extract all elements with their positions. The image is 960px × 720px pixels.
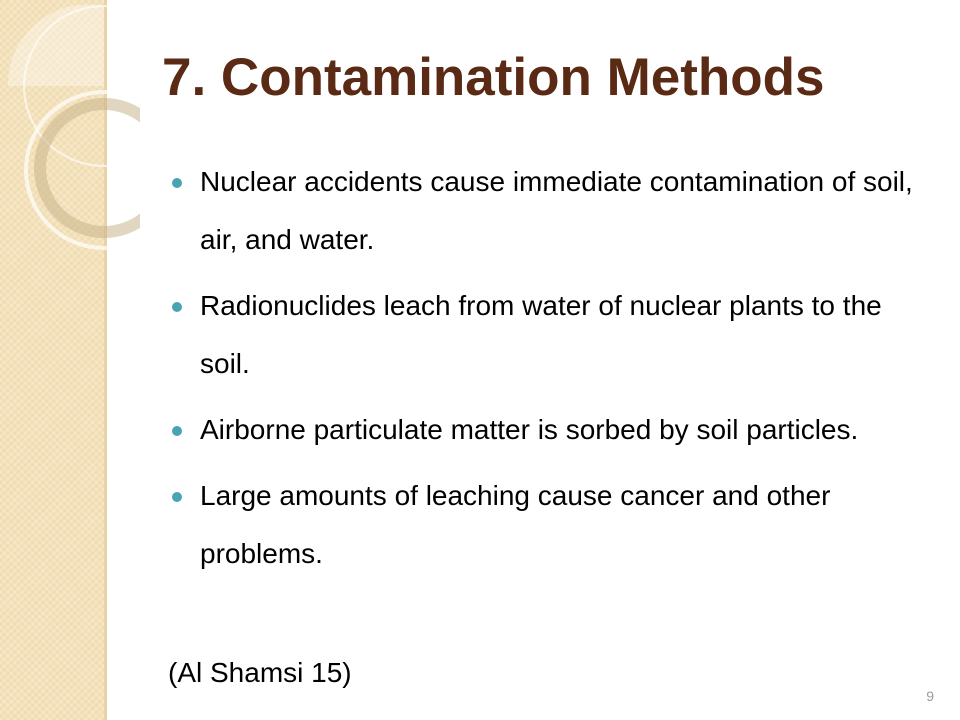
bullet-text: Radionuclides leach from water of nuclear plants to the soil. [200,290,882,379]
bullet-item [168,401,938,459]
bullet-marker-icon [172,426,182,436]
bullet-list [168,153,938,591]
decorative-rings-icon [0,0,140,260]
bullet-marker-icon [172,492,182,502]
slide-title: 7. Contamination Methods [162,48,825,107]
bullet-marker-icon [172,178,182,188]
slide-number: 9 [926,688,934,704]
citation: (Al Shamsi 15) [168,657,352,688]
bullet-text: Airborne particulate matter is sorbed by soil particles. [200,414,859,445]
bullet-text: Large amounts of leaching cause cancer and other problems. [200,480,831,569]
bullet-item [168,277,938,393]
bullet-item [168,467,938,583]
bullet-marker-icon [172,302,182,312]
bullet-item [168,153,938,269]
bullet-text: Nuclear accidents cause immediate contamination of soil, air, and water. [200,166,913,255]
